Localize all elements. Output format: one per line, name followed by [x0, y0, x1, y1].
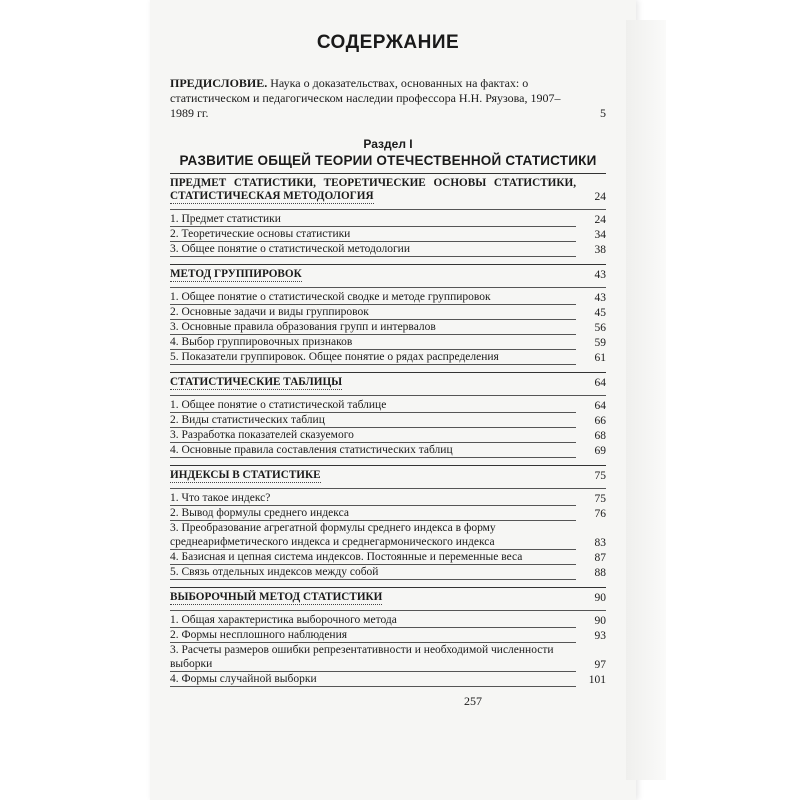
chapter-title-line: СТАТИСТИЧЕСКИЕ ТАБЛИЦЫ	[170, 376, 343, 388]
preface-lead: ПРЕДИСЛОВИЕ.	[170, 76, 268, 90]
section-label: Раздел I	[363, 137, 413, 151]
toc-item-text: 2. Формы несплошного наблюдения	[170, 628, 576, 643]
toc-item	[170, 242, 606, 257]
toc-item	[170, 305, 606, 320]
chapter-entry	[170, 465, 606, 580]
toc-item-page: 34	[594, 229, 606, 241]
preface-entry	[170, 76, 606, 121]
toc-item-page: 93	[594, 630, 606, 642]
toc-item-text: 2. Основные задачи и виды группировок	[170, 305, 576, 320]
toc-item	[170, 521, 606, 550]
toc-item-text: 5. Связь отдельных индексов между собой	[170, 565, 576, 580]
toc-item-text: 1. Общее понятие о статистической сводке и методе группировок	[170, 290, 576, 305]
toc-item	[170, 565, 606, 580]
toc-item-text: 4. Основные правила составления статистических таблиц	[170, 443, 576, 458]
chapter-entry	[170, 587, 606, 687]
toc-item-text: 2. Виды статистических таблиц	[170, 413, 576, 428]
chapter-entry	[170, 173, 606, 257]
toc-item-page: 59	[594, 337, 606, 349]
toc-item-page: 76	[594, 508, 606, 520]
chapter-title	[170, 268, 606, 282]
toc-item-page: 97	[594, 659, 606, 671]
toc-item-page: 66	[594, 415, 606, 427]
toc-item-text: 3. Преобразование агрегатной формулы среднего индекса в форму среднеарифметического индекса и среднегармонического индекса	[170, 521, 576, 550]
chapter-items	[170, 287, 606, 365]
toc-item-page: 83	[594, 537, 606, 549]
toc-item-text: 1. Общая характеристика выборочного метода	[170, 613, 576, 628]
chapter-page: 64	[594, 377, 606, 389]
toc-item-text: 3. Основные правила образования групп и интервалов	[170, 320, 576, 335]
toc-item-page: 56	[594, 322, 606, 334]
toc-title: СОДЕРЖАНИЕ	[316, 32, 460, 53]
toc-item	[170, 320, 606, 335]
chapter-page: 43	[594, 269, 606, 281]
toc-item	[170, 398, 606, 413]
toc-item-page: 64	[594, 400, 606, 412]
toc-item-text: 3. Разработка показателей сказуемого	[170, 428, 576, 443]
chapter-title	[170, 591, 606, 605]
chapter-title	[170, 469, 606, 483]
chapter-items	[170, 209, 606, 257]
toc-item-text: 2. Вывод формулы среднего индекса	[170, 506, 576, 521]
toc-item	[170, 443, 606, 458]
toc-item-page: 43	[594, 292, 606, 304]
toc-item-page: 45	[594, 307, 606, 319]
chapter-list	[170, 173, 606, 687]
chapter-title-line: ВЫБОРОЧНЫЙ МЕТОД СТАТИСТИКИ	[170, 591, 383, 603]
toc-item-text: 4. Формы случайной выборки	[170, 672, 576, 687]
preface-text: Наука о доказательствах, основанных на фактах: о статистическом и педагогическом наследии профессора Н.Н. Ряузова, 1907–1989 гг.	[170, 76, 561, 120]
section-heading	[170, 137, 606, 169]
chapter-title-line: ИНДЕКСЫ В СТАТИСТИКЕ	[170, 469, 321, 481]
toc-item	[170, 335, 606, 350]
chapter-entry	[170, 264, 606, 365]
toc-item	[170, 672, 606, 687]
chapter-items	[170, 488, 606, 580]
toc-item-text: 2. Теоретические основы статистики	[170, 227, 576, 242]
toc-item	[170, 491, 606, 506]
toc-item-page: 75	[594, 493, 606, 505]
chapter-page: 24	[594, 191, 606, 203]
preface-page: 5	[600, 106, 606, 120]
toc-item-text: 1. Предмет статистики	[170, 212, 576, 227]
chapter-title-line: ПРЕДМЕТ СТАТИСТИКИ, ТЕОРЕТИЧЕСКИЕ ОСНОВЫ СТАТИСТИКИ,	[170, 177, 576, 189]
section-title: РАЗВИТИЕ ОБЩЕЙ ТЕОРИИ ОТЕЧЕСТВЕННОЙ СТАТИСТИКИ	[179, 153, 597, 168]
toc-item-page: 61	[594, 352, 606, 364]
toc-item	[170, 413, 606, 428]
toc-item	[170, 506, 606, 521]
toc-item-text: 1. Что такое индекс?	[170, 491, 576, 506]
toc-item-text: 4. Базисная и цепная система индексов. Постоянные и переменные веса	[170, 550, 576, 565]
toc-item	[170, 212, 606, 227]
toc-item	[170, 550, 606, 565]
toc-item	[170, 613, 606, 628]
page-number: 257	[464, 694, 482, 708]
toc-item-text: 4. Выбор группировочных признаков	[170, 335, 576, 350]
toc-item-page: 90	[594, 615, 606, 627]
toc-item	[170, 227, 606, 242]
chapter-page: 90	[594, 592, 606, 604]
chapter-title	[170, 376, 606, 390]
toc-item	[170, 290, 606, 305]
chapter-title-line: СТАТИСТИЧЕСКАЯ МЕТОДОЛОГИЯ	[170, 190, 374, 202]
toc-item-page: 38	[594, 244, 606, 256]
chapter-title	[170, 177, 606, 204]
toc-item-page: 69	[594, 445, 606, 457]
chapter-page: 75	[594, 470, 606, 482]
table-of-contents	[170, 32, 606, 709]
toc-item-text: 1. Общее понятие о статистической таблице	[170, 398, 576, 413]
toc-item-page: 101	[588, 674, 606, 686]
toc-item-page: 68	[594, 430, 606, 442]
toc-item-page: 88	[594, 567, 606, 579]
toc-item-page: 24	[594, 214, 606, 226]
toc-item	[170, 643, 606, 672]
chapter-entry	[170, 372, 606, 458]
toc-item-text: 5. Показатели группировок. Общее понятие о рядах распределения	[170, 350, 576, 365]
toc-item-text: 3. Общее понятие о статистической методологии	[170, 242, 576, 257]
chapter-title-line: МЕТОД ГРУППИРОВОК	[170, 268, 302, 280]
toc-item	[170, 628, 606, 643]
chapter-items	[170, 395, 606, 458]
toc-item	[170, 428, 606, 443]
toc-item-text: 3. Расчеты размеров ошибки репрезентативности и необходимой численности выборки	[170, 643, 576, 672]
facing-page-edge	[626, 20, 666, 780]
chapter-items	[170, 610, 606, 687]
toc-item-page: 87	[594, 552, 606, 564]
toc-item	[170, 350, 606, 365]
